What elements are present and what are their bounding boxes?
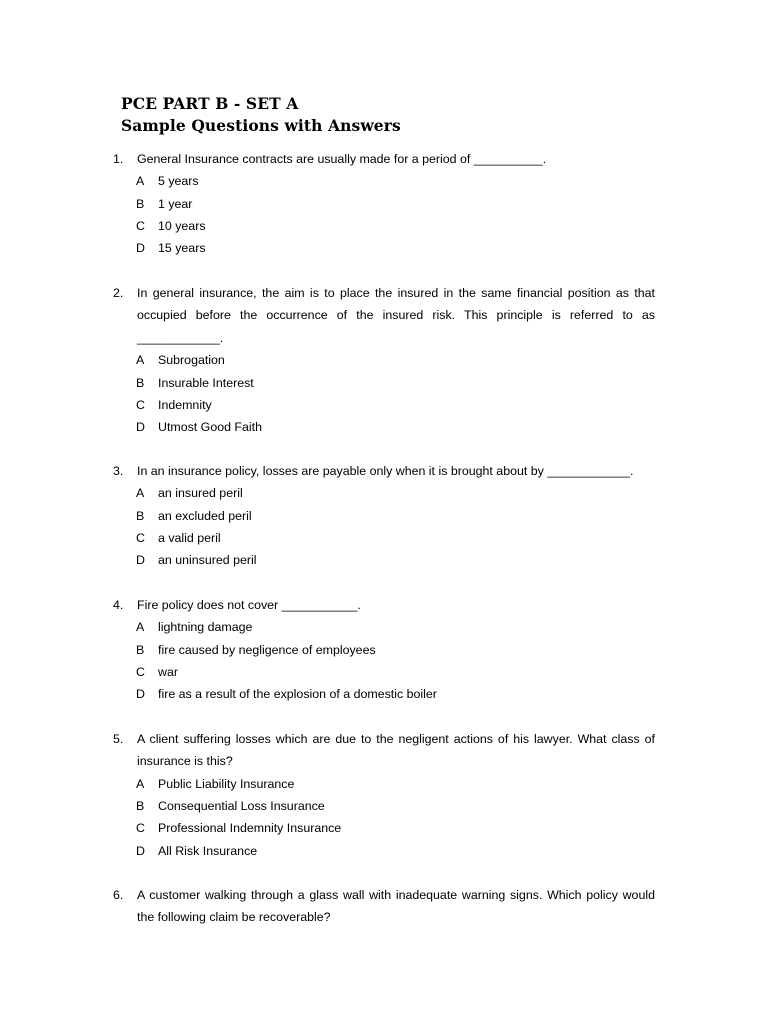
question-text: A client suffering losses which are due to the negligent actions of his lawyer. What class of	[137, 732, 655, 746]
option-text: Consequential Loss Insurance	[158, 799, 325, 814]
question-text: In general insurance, the aim is to place the insured in the same financial position as that	[137, 286, 655, 300]
option-text: Insurable Interest	[158, 375, 254, 390]
option-text: war	[158, 665, 178, 679]
option-letter: D	[136, 420, 145, 435]
option-letter: D	[136, 553, 145, 568]
option-letter: B	[136, 799, 145, 814]
option-letter: B	[136, 375, 145, 390]
option-text: an excluded peril	[158, 508, 252, 523]
option-letter: D	[136, 241, 145, 256]
option-letter: A	[136, 353, 145, 368]
option-text: 10 years	[158, 219, 206, 233]
option-text: All Risk Insurance	[158, 843, 258, 858]
option-text: lightning damage	[158, 620, 253, 635]
question-text: General Insurance contracts are usually made for a period of __________.	[137, 152, 547, 166]
question-text: insurance is this?	[137, 754, 233, 769]
option-text: Professional Indemnity Insurance	[158, 821, 342, 836]
question-text: occupied before the occurrence of the insured risk. This principle is referred to as	[137, 308, 655, 323]
option-letter: A	[136, 486, 145, 501]
option-letter: A	[136, 776, 145, 791]
option-text: 1 year	[158, 196, 193, 211]
option-text: 5 years	[158, 174, 199, 189]
option-letter: C	[136, 531, 145, 545]
option-letter: C	[136, 665, 145, 679]
option-text: Subrogation	[158, 353, 225, 368]
option-text: an uninsured peril	[158, 553, 257, 568]
option-letter: B	[136, 642, 145, 657]
option-letter: A	[136, 174, 145, 189]
option-text: fire as a result of the explosion of a domestic boiler	[158, 687, 437, 702]
question-number: 3.	[113, 464, 124, 478]
option-text: 15 years	[158, 241, 206, 256]
option-letter: C	[136, 219, 145, 233]
option-letter: C	[136, 821, 145, 836]
question-number: 6.	[113, 888, 124, 902]
document-subtitle: Sample Questions with Answers	[121, 116, 401, 135]
question-text: A customer walking through a glass wall with inadequate warning signs. Which policy would	[137, 888, 655, 902]
option-letter: B	[136, 196, 145, 211]
option-text: an insured peril	[158, 486, 243, 501]
option-text: Public Liability Insurance	[158, 776, 295, 791]
option-letter: A	[136, 620, 145, 635]
option-letter: D	[136, 687, 145, 702]
option-letter: B	[136, 508, 145, 523]
question-number: 2.	[113, 286, 124, 300]
question-text: ____________.	[137, 330, 224, 345]
question-text: Fire policy does not cover ___________.	[137, 598, 361, 612]
option-text: Utmost Good Faith	[158, 420, 262, 435]
question-text: In an insurance policy, losses are payable only when it is brought about by ____________.	[137, 464, 634, 478]
option-letter: D	[136, 843, 145, 858]
option-letter: C	[136, 397, 145, 412]
option-text: Indemnity	[158, 397, 212, 412]
question-number: 5.	[113, 732, 124, 746]
document-title: PCE PART B - SET A	[121, 94, 299, 113]
option-text: fire caused by negligence of employees	[158, 642, 376, 657]
question-text: the following claim be recoverable?	[137, 910, 331, 925]
option-text: a valid peril	[158, 531, 221, 545]
question-number: 1.	[113, 152, 124, 166]
question-number: 4.	[113, 598, 124, 612]
